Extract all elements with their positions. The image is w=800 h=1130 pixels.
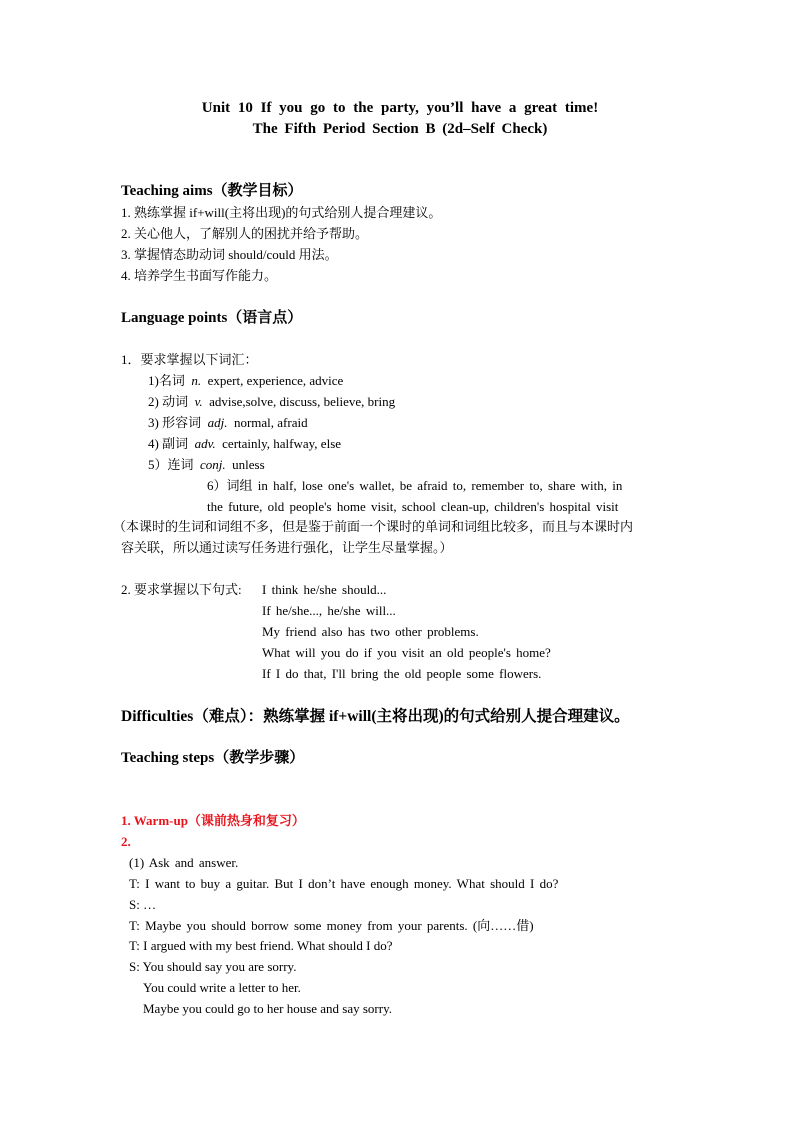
dialogue-line: You could write a letter to her. <box>143 980 301 995</box>
sentence-intro: 2. 要求掌握以下句式: <box>121 582 242 597</box>
aim-item: 2. 关心他人，了解别人的困扰并给予帮助。 <box>121 226 369 241</box>
vocab-label: 4) 副词 <box>148 436 189 451</box>
vocab-label: 1)名词 <box>148 373 185 388</box>
dialogue-line: T: I argued with my best friend. What should I do? <box>129 938 393 953</box>
teaching-steps-heading: Teaching steps（教学步骤） <box>121 750 305 766</box>
vocab-pos: adv. <box>194 436 216 451</box>
sentence-item: My friend also has two other problems. <box>262 624 479 639</box>
dialogue-line: T: I want to buy a guitar. But I don’t have enough money. What should I do? <box>129 876 559 891</box>
doc-subtitle: The Fifth Period Section B (2d–Self Check) <box>252 121 548 137</box>
vocab-intro: 1．要求掌握以下词汇： <box>121 352 258 367</box>
vocab-item <box>148 436 341 452</box>
vocab-item <box>148 373 343 389</box>
vocab-words: normal, afraid <box>233 415 308 430</box>
vocab-pos: adj. <box>207 415 228 430</box>
dialogue-line: S: You should say you are sorry. <box>129 959 297 974</box>
vocab-words: expert, experience, advice <box>207 373 344 388</box>
vocab-label: 3) 形容词 <box>148 415 202 430</box>
note-line: （本课时的生词和词组不多，但是鉴于前面一个课时的单词和词组比较多，而且与本课时内 <box>113 519 634 534</box>
aim-item: 1. 熟练掌握 if+will(主将出现)的句式给别人提合理建议。 <box>121 205 442 220</box>
dialogue-line: T: Maybe you should borrow some money from your parents. (向……借) <box>129 918 534 933</box>
vocab-pos: n. <box>191 373 202 388</box>
phrases-line: 6）词组 in half, lose one's wallet, be afraid to, remember to, share with, in <box>207 478 623 493</box>
teaching-aims-heading: Teaching aims（教学目标） <box>121 183 303 199</box>
sentence-item: If he/she..., he/she will... <box>262 603 396 618</box>
vocab-words: advise,solve, discuss, believe, bring <box>209 394 396 409</box>
vocab-item <box>148 394 395 410</box>
sentence-item: If I do that, I'll bring the old people some flowers. <box>262 666 542 681</box>
dialogue-line: Maybe you could go to her house and say sorry. <box>143 1001 392 1016</box>
aim-item: 4. 培养学生书面写作能力。 <box>121 268 278 283</box>
warmup-heading: 1. Warm-up（课前热身和复习） <box>121 813 305 828</box>
note-line: 容关联，所以通过读写任务进行强化，让学生尽量掌握。） <box>121 540 453 555</box>
dialogue-line: (1) Ask and answer. <box>129 855 239 870</box>
doc-title: Unit 10 If you go to the party, you’ll have a great time! <box>201 100 599 116</box>
vocab-pos: conj. <box>200 457 226 472</box>
dialogue-line: S: … <box>129 897 157 912</box>
language-points-heading: Language points（语言点） <box>121 310 303 326</box>
vocab-item <box>148 415 308 431</box>
step-number: 2. <box>121 834 131 849</box>
difficulties-line: Difficulties（难点）：熟练掌握 if+will(主将出现)的句式给别人提合理建议。 <box>121 708 630 725</box>
sentence-item: What will you do if you visit an old people's home? <box>262 645 551 660</box>
phrases-line: the future, old people's home visit, school clean-up, children's hospital visit <box>207 499 619 514</box>
vocab-pos: v. <box>194 394 203 409</box>
aim-item: 3. 掌握情态助动词 should/could 用法。 <box>121 247 338 262</box>
vocab-words: certainly, halfway, else <box>222 436 342 451</box>
sentence-item: I think he/she should... <box>262 582 387 597</box>
vocab-item <box>148 457 265 473</box>
vocab-words: unless <box>232 457 265 472</box>
vocab-label: 5）连词 <box>148 457 194 472</box>
vocab-label: 2) 动词 <box>148 394 189 409</box>
